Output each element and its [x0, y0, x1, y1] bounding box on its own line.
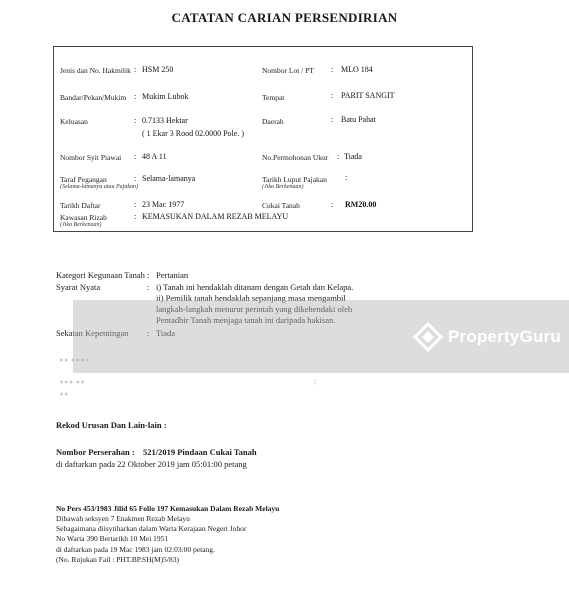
syarat-label: Syarat Nyata: [56, 282, 101, 292]
rekod-heading: Rekod Urusan Dan Lain-lain :: [56, 420, 167, 430]
perserahan-value: 521/2019 Pindaan Cukai Tanah: [143, 447, 257, 457]
jenis-sep: :: [134, 65, 137, 74]
tarikh-sep: :: [134, 200, 137, 209]
keluasan-value: 0.7133 Hektar: [142, 116, 188, 125]
taraf-value: Selama-lamanya: [142, 174, 196, 183]
tempat-sep: :: [331, 91, 334, 100]
lot-sep: :: [331, 65, 334, 74]
luput-sep: :: [345, 173, 348, 182]
pers-line: Dibawah seksyen 7 Enakmen Rezab Melayu: [56, 514, 190, 523]
pers-line: di daftarkan pada 19 Mac 1983 jam 02:03:00 petang.: [56, 545, 215, 554]
permohonan-sep: :: [337, 152, 340, 161]
luput-label: Tarikh Luput Pajakan: [262, 175, 327, 184]
jenis-label: Jenis dan No. Hakmilik: [60, 66, 131, 75]
tempat-label: Tempat: [262, 93, 285, 102]
keluasan-value-imperial: ( 1 Ekar 3 Rood 02.0000 Pole. ): [142, 129, 244, 138]
tempat-value: PARIT SANGIT: [341, 91, 395, 100]
syit-sep: :: [134, 152, 137, 161]
kawasan-sublabel: (Jika Berkenaan): [60, 222, 102, 228]
syarat-line: i) Tanah ini hendaklah ditanam dengan Getah dan Kelapa.: [156, 282, 354, 292]
bandar-value: Mukim Lubok: [142, 92, 189, 101]
keluasan-label: Keluasan: [60, 117, 88, 126]
cukai-sep: :: [331, 200, 334, 209]
tarikh-value: 23 Mac 1977: [142, 200, 185, 209]
syit-value: 48 A 11: [142, 152, 167, 161]
luput-sublabel: (Jika Berkenaan): [262, 184, 304, 190]
syarat-line: langkah-langkah menurut perintah yang dikehendaki oleh: [156, 304, 353, 314]
obscured-text: • •: [60, 390, 68, 399]
lot-label: Nombor Lot / PT: [262, 66, 314, 75]
kategori-sep: :: [147, 270, 150, 280]
cukai-value: RM20.00: [345, 200, 377, 209]
obscured-text: • • • • •: [60, 378, 85, 387]
syit-label: Nombor Syit Piawai: [60, 153, 122, 162]
pers-line: Sebagaimana diisytiharkan dalam Warta Kerajaan Negeri Johor: [56, 524, 247, 533]
sekatan-label: Sekatan Kepentingan: [56, 328, 129, 338]
daerah-label: Daerah: [262, 117, 284, 126]
lot-value: MLO 184: [341, 65, 373, 74]
bandar-sep: :: [134, 92, 137, 101]
watermark-text: PropertyGuru: [448, 327, 561, 346]
taraf-sublabel: (Selama-lamanya atau Pajakan): [60, 184, 138, 190]
taraf-sep: :: [134, 174, 137, 183]
daerah-value: Batu Pahat: [341, 115, 376, 124]
cukai-label: Cukai Tanah: [262, 201, 300, 210]
perserahan-date: di daftarkan pada 22 Oktober 2019 jam 05:01:00 petang: [56, 459, 247, 469]
page-title: CATATAN CARIAN PERSENDIRIAN: [171, 10, 398, 25]
permohonan-value: Tiada: [344, 152, 362, 161]
kategori-value: Pertanian: [156, 270, 189, 280]
bandar-label: Bandar/Pekan/Mukim: [60, 93, 127, 102]
kawasan-value: KEMASUKAN DALAM REZAB MELAYU: [142, 212, 289, 221]
jenis-value: HSM 250: [142, 65, 174, 74]
keluasan-sep: :: [134, 116, 137, 125]
kawasan-label: Kawasan Rizab: [60, 213, 107, 222]
pers-heading: No Pers 453/1983 Jilid 65 Folio 197 Kemasukan Dalam Rezab Melayu: [56, 504, 280, 513]
obscured-text: • • • • • •: [60, 356, 89, 365]
pers-line: No Warta 390 Bertarikh 10 Mei 1951: [56, 534, 169, 543]
kawasan-sep: :: [134, 212, 137, 221]
syarat-sep: :: [147, 282, 150, 292]
permohonan-label: No.Permohonan Ukur: [262, 153, 329, 162]
kategori-label: Kategori Kegunaan Tanah: [56, 270, 145, 280]
pers-line: (No. Rujukan Fail : PHT.BP.SH(M)5/83): [56, 555, 179, 564]
sekatan-sep: :: [147, 328, 150, 338]
taraf-label: Taraf Pegangan: [60, 175, 107, 184]
daerah-sep: :: [331, 115, 334, 124]
syarat-line: Pentadbir Tanah menjaga tanah ini daripada hakisan.: [156, 315, 336, 325]
propertyguru-logo-icon: [413, 322, 443, 352]
tarikh-label: Tarikh Daftar: [60, 201, 101, 210]
syarat-line: ii) Pemilik tanah hendaklah sepanjang masa mengambil: [156, 293, 346, 303]
obscured-text: :: [314, 377, 317, 386]
sekatan-value: Tiada: [156, 328, 176, 338]
perserahan-label: Nombor Perserahan :: [56, 447, 135, 457]
